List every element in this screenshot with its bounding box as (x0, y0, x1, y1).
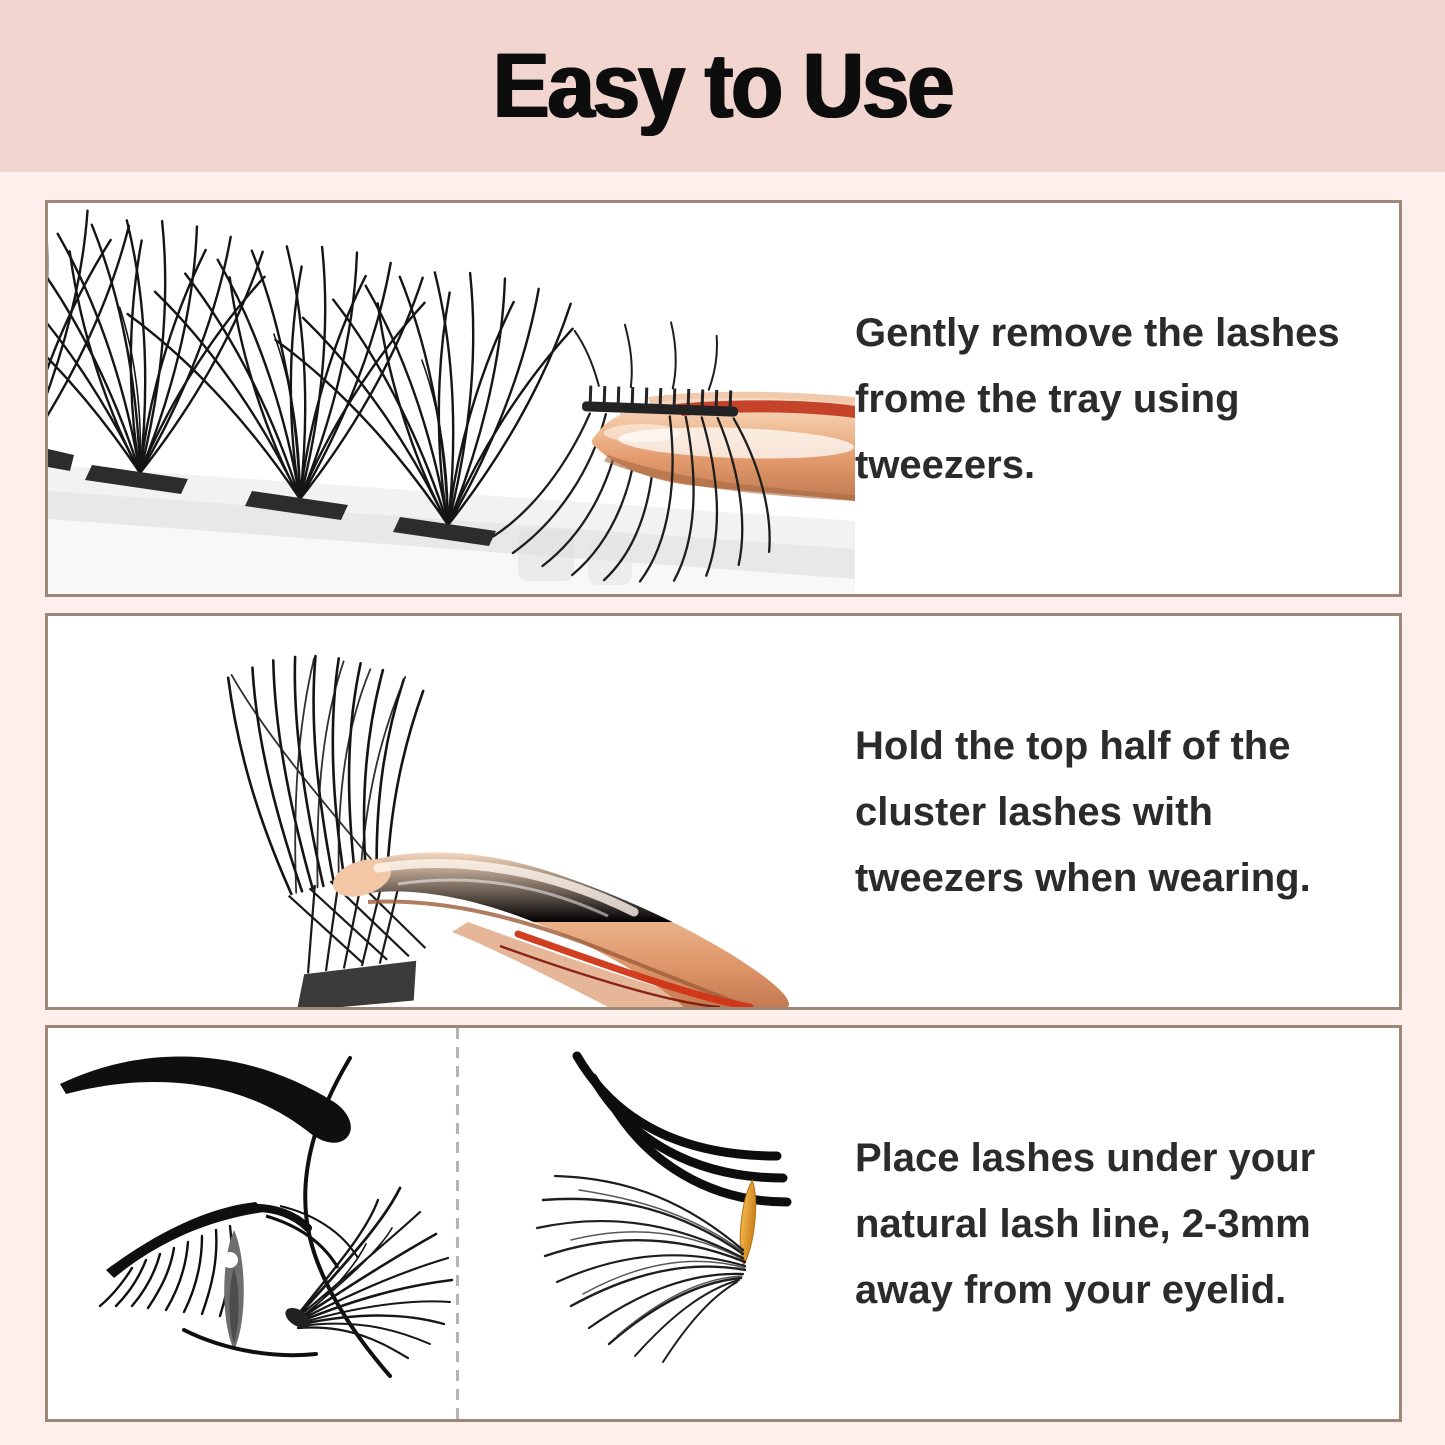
dashed-divider (456, 1028, 459, 1419)
step-panel-1 (45, 200, 1402, 597)
caption-line: Gently remove the lashes (855, 310, 1340, 355)
placement-illustration (48, 1028, 855, 1419)
caption-line: tweezers. (855, 442, 1036, 487)
caption-line: tweezers when wearing. (855, 855, 1311, 900)
caption-line: away from your eyelid. (855, 1267, 1287, 1312)
step-panel-2 (45, 613, 1402, 1010)
step-caption-2 (855, 616, 1399, 1007)
caption-line: Place lashes under your (855, 1135, 1316, 1180)
step-caption-3 (855, 1028, 1399, 1419)
eye-profile-diagram-icon (48, 1028, 456, 1419)
step-panel-3 (45, 1025, 1402, 1422)
step-caption-1 (855, 203, 1399, 594)
eyebrow-shape (60, 1056, 351, 1142)
natural-lash-strokes (577, 1056, 787, 1202)
tweezers-holding-cluster-icon (48, 616, 855, 1007)
caption-line: cluster lashes with (855, 789, 1213, 834)
page-title: Easy to Use (492, 34, 953, 137)
lash-clusters-tray-with-tweezers-icon (48, 203, 855, 594)
header-banner (0, 0, 1445, 172)
caption-line: natural lash line, 2-3mm (855, 1201, 1311, 1246)
applied-cluster-fan (296, 1188, 452, 1358)
cluster-hold-illustration (48, 616, 855, 1007)
lash-tray-illustration (48, 203, 855, 594)
caption-line: frome the tray using (855, 376, 1240, 421)
lash-line-closeup-icon (459, 1028, 855, 1419)
cluster-lash (213, 627, 495, 1007)
caption-line: Hold the top half of the (855, 723, 1291, 768)
